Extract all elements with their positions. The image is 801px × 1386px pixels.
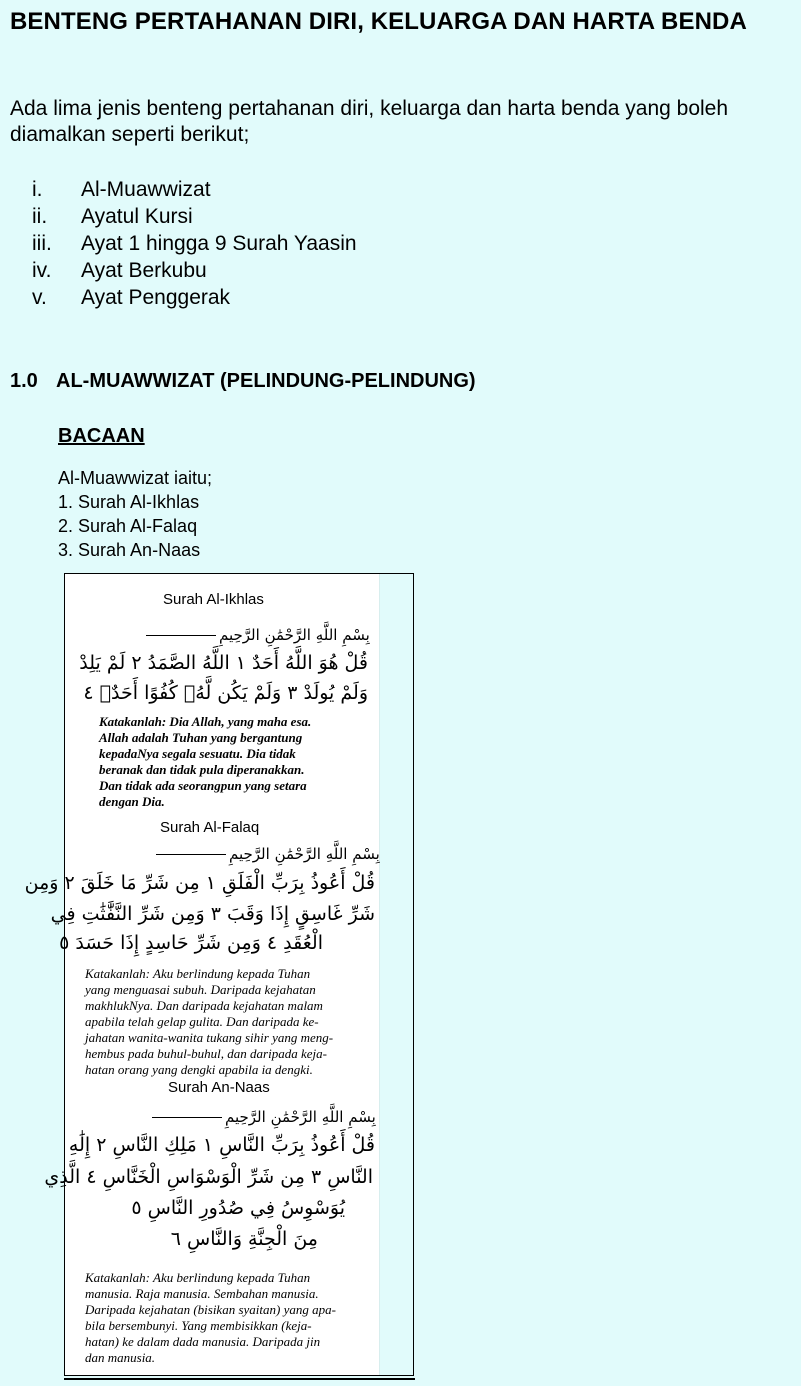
scan-margin	[379, 574, 413, 1375]
list-number: iii.	[32, 232, 52, 255]
section-number: 1.0	[10, 370, 38, 392]
translation-line: Allah adalah Tuhan yang bergantung	[99, 730, 303, 745]
basmalah-text: بِسْمِ اللَّهِ الرَّحْمَٰنِ الرَّحِيمِ	[229, 845, 380, 863]
intro-paragraph: Ada lima jenis benteng pertahanan diri, keluarga dan harta benda yang boleh diamalkan seperti berikut;	[10, 97, 729, 146]
list-item	[32, 257, 357, 284]
arabic-verse-line: قُلْ هُوَ اللَّهُ أَحَدٌ ١ اللَّهُ الصَّمَدُ ٢ لَمْ يَلِدْ	[79, 652, 368, 674]
section-title: AL-MUAWWIZAT (PELINDUNG-PELINDUNG)	[56, 370, 476, 392]
bacaan-line: 2. Surah Al-Falaq	[58, 516, 198, 536]
translation-line: Daripada kejahatan (bisikan syaitan) yang apa-	[85, 1302, 336, 1317]
surah-title-ikhlas: Surah Al-Ikhlas	[163, 591, 264, 608]
translation-line: hatan) ke dalam dada manusia. Daripada jin	[85, 1334, 321, 1349]
basmalah	[153, 845, 380, 863]
translation-line: hembus pada buhul-buhul, dan daripada keja-	[85, 1046, 327, 1061]
translation-line: Katakanlah: Dia Allah, yang maha esa.	[99, 714, 312, 729]
surah-title-falaq: Surah Al-Falaq	[160, 819, 260, 836]
basmalah	[143, 626, 370, 644]
basmalah-text: بِسْمِ اللَّهِ الرَّحْمَٰنِ الرَّحِيمِ	[219, 626, 370, 644]
list-item	[32, 230, 357, 257]
surah-title-naas: Surah An-Naas	[168, 1079, 270, 1096]
bacaan-line: Al-Muawwizat iaitu;	[58, 468, 213, 488]
list-label: Al-Muawwizat	[81, 178, 211, 201]
translation-line: dan manusia.	[85, 1350, 156, 1365]
list-item	[32, 203, 357, 230]
translation-line: apabila telah gelap gulita. Dan daripada ke-	[85, 1014, 319, 1029]
bacaan-line: 1. Surah Al-Ikhlas	[58, 492, 200, 512]
translation-line: manusia. Raja manusia. Sembahan manusia.	[85, 1286, 319, 1301]
list-label: Ayat Penggerak	[81, 286, 231, 309]
translation-line: Katakanlah: Aku berlindung kepada Tuhan	[85, 1270, 311, 1285]
arabic-verse-line: مِنَ الْجِنَّةِ وَالنَّاسِ ٦	[170, 1228, 318, 1250]
list-number: v.	[32, 286, 47, 309]
basmalah-text: بِسْمِ اللَّهِ الرَّحْمَٰنِ الرَّحِيمِ	[225, 1108, 376, 1126]
arabic-verse-line: قُلْ أَعُوذُ بِرَبِّ النَّاسِ ١ مَلِكِ النَّاسِ ٢ إِلَٰهِ	[68, 1134, 375, 1156]
surah-scan-image	[24, 573, 414, 1376]
translation-line: makhlukNya. Dan daripada kejahatan malam	[85, 998, 323, 1013]
translation-line: jahatan wanita-wanita tukang sihir yang meng-	[85, 1030, 334, 1045]
translation-naas	[85, 1270, 336, 1366]
list-label: Ayat 1 hingga 9 Surah Yaasin	[81, 232, 357, 255]
arabic-verse-line: يُوَسْوِسُ فِي صُدُورِ النَّاسِ ٥	[131, 1197, 345, 1219]
arabic-verse-line: شَرِّ غَاسِقٍ إِذَا وَقَبَ ٣ وَمِن شَرِّ النَّفَّٰثَٰتِ فِي	[50, 903, 375, 925]
bacaan-line: 3. Surah An-Naas	[58, 540, 201, 560]
translation-line: Dan tidak ada seorangpun yang setara	[99, 778, 307, 793]
translation-line: dengan Dia.	[99, 794, 165, 809]
translation-falaq	[85, 966, 333, 1078]
basmalah	[149, 1108, 376, 1126]
translation-line: bila bersembunyi. Yang membisikkan (keja-	[85, 1318, 312, 1333]
list-label: Ayat Berkubu	[81, 259, 207, 282]
list-number: i.	[32, 178, 43, 201]
list-number: iv.	[32, 259, 52, 282]
translation-line: yang menguasai subuh. Daripada kejahatan	[85, 982, 316, 997]
list-item	[32, 176, 357, 203]
bacaan-heading: BACAAN	[58, 425, 145, 447]
divider	[156, 854, 226, 855]
arabic-verse-line: الْعُقَدِ ٤ وَمِن شَرِّ حَاسِدٍ إِذَا حَسَدَ ٥	[59, 932, 323, 954]
divider	[152, 1117, 222, 1118]
list-number: ii.	[32, 205, 48, 228]
list-item	[32, 284, 357, 311]
page-title: BENTENG PERTAHANAN DIRI, KELUARGA DAN HARTA BENDA	[10, 8, 747, 35]
defense-list	[32, 176, 357, 311]
translation-line: beranak dan tidak pula diperanakkan.	[99, 762, 305, 777]
list-label: Ayatul Kursi	[81, 205, 193, 228]
scan-bottom-border	[64, 1378, 415, 1380]
arabic-verse-line: وَلَمْ يُولَدْ ٣ وَلَمْ يَكُن لَّهُۥ كُفُوًا أَحَدٌۢ ٤	[83, 682, 368, 704]
translation-line: Katakanlah: Aku berlindung kepada Tuhan	[85, 966, 311, 981]
translation-line: kepadaNya segala sesuatu. Dia tidak	[99, 746, 296, 761]
arabic-verse-line: قُلْ أَعُوذُ بِرَبِّ الْفَلَقِ ١ مِن شَرِّ مَا خَلَقَ ٢ وَمِن	[24, 872, 375, 894]
translation-line: hatan orang yang dengki apabila ia dengki.	[85, 1062, 313, 1077]
section-heading	[10, 369, 476, 393]
divider	[146, 635, 216, 636]
bacaan-text	[58, 466, 212, 562]
arabic-verse-line: النَّاسِ ٣ مِن شَرِّ الْوَسْوَاسِ الْخَنَّاسِ ٤ الَّذِي	[44, 1166, 373, 1188]
translation-ikhlas	[99, 714, 311, 810]
